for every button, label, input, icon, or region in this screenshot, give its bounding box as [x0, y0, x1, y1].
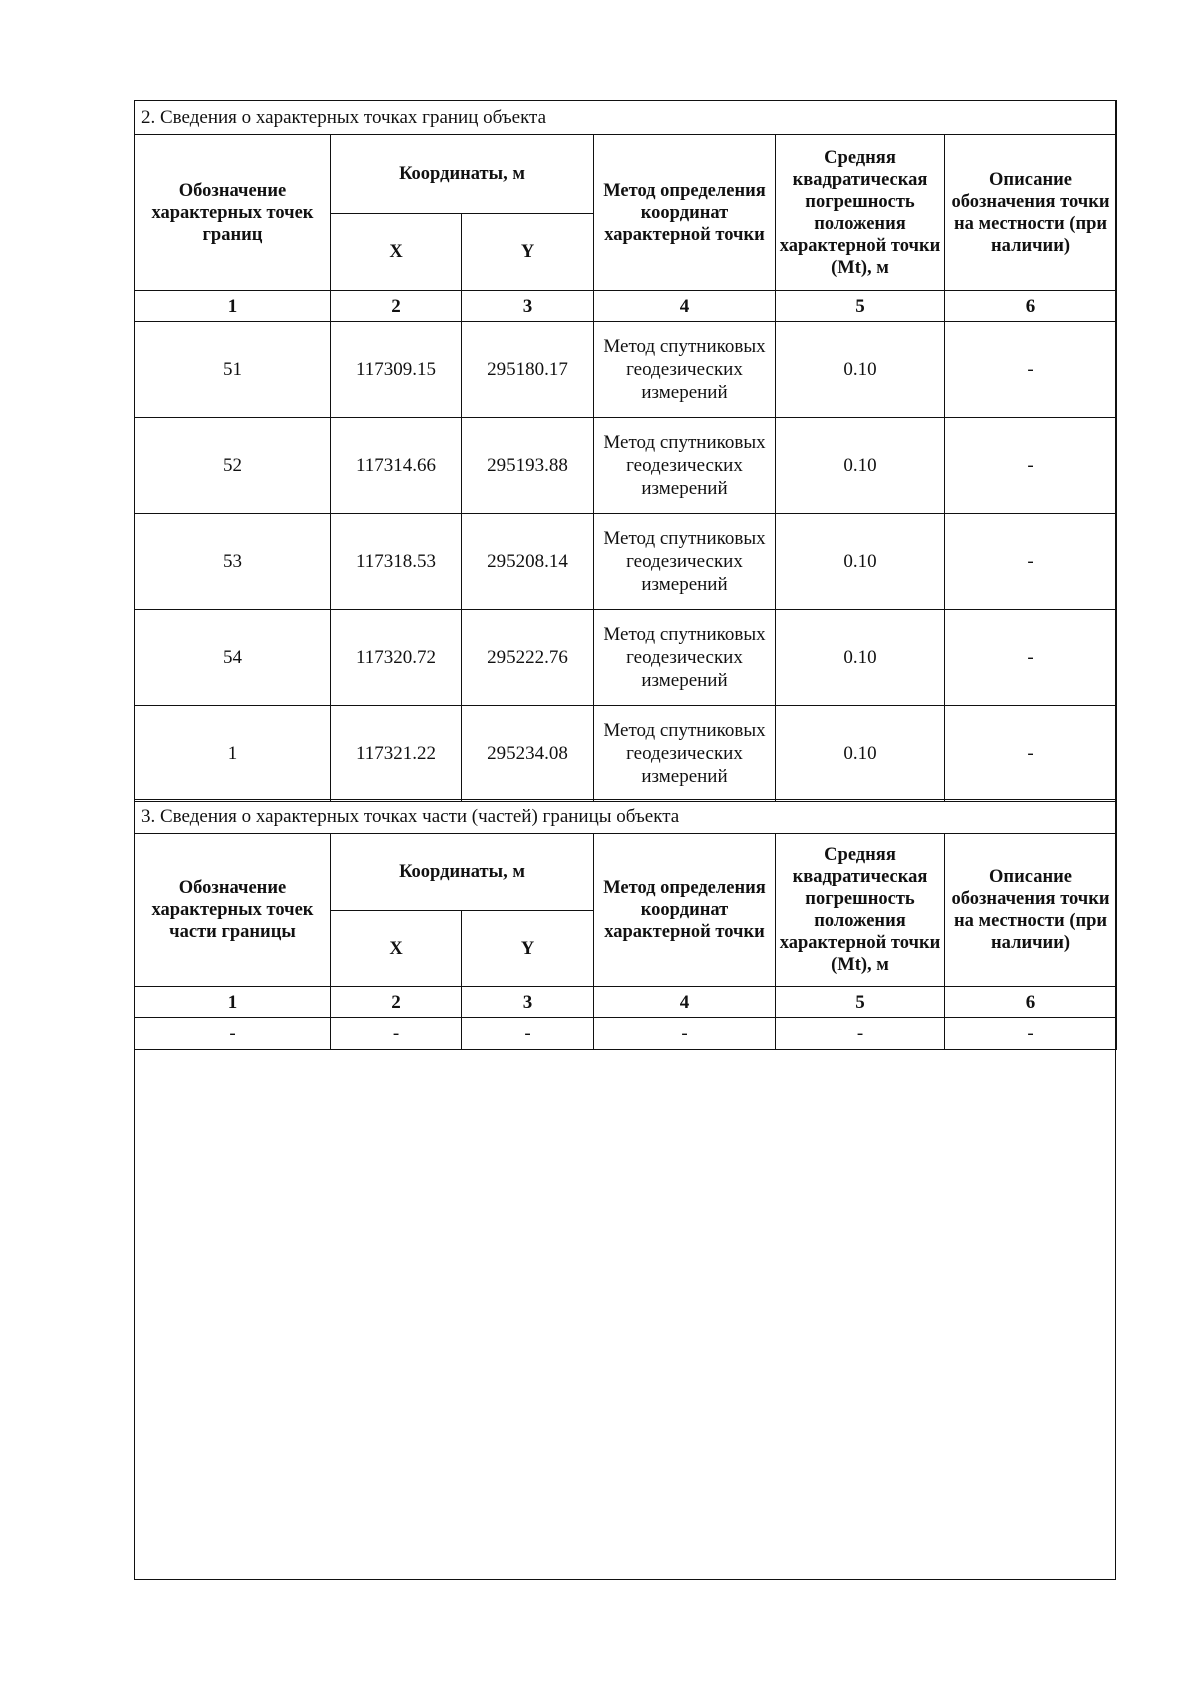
description-cell: -	[945, 706, 1117, 802]
table-row	[135, 1018, 1117, 1050]
method-cell: Метод спутниковых геодезических измерений	[594, 610, 776, 706]
header-coordinates: Координаты, м	[331, 834, 594, 911]
y-cell: 295193.88	[462, 418, 594, 514]
method-cell: Метод спутниковых геодезических измерений	[594, 322, 776, 418]
x-cell: -	[331, 1018, 462, 1050]
header-method: Метод определения координат характерной точки	[594, 135, 776, 291]
column-number: 1	[135, 987, 331, 1018]
y-cell: 295234.08	[462, 706, 594, 802]
mt-cell: 0.10	[776, 706, 945, 802]
table-row	[135, 514, 1117, 610]
point-cell: 51	[135, 322, 331, 418]
column-number: 6	[945, 291, 1117, 322]
column-number: 6	[945, 987, 1117, 1018]
header-method: Метод определения координат характерной точки	[594, 834, 776, 987]
method-cell: Метод спутниковых геодезических измерений	[594, 418, 776, 514]
column-number: 3	[462, 987, 594, 1018]
point-cell: 1	[135, 706, 331, 802]
table-row	[135, 322, 1117, 418]
x-cell: 117320.72	[331, 610, 462, 706]
method-cell: -	[594, 1018, 776, 1050]
header-x: X	[331, 911, 462, 987]
header-y: Y	[462, 214, 594, 291]
mt-cell: 0.10	[776, 418, 945, 514]
mt-cell: 0.10	[776, 322, 945, 418]
column-number: 4	[594, 291, 776, 322]
x-cell: 117321.22	[331, 706, 462, 802]
column-number: 2	[331, 987, 462, 1018]
header-error: Средняя квадратическая погрешность положения характерной точки (Mt), м	[776, 834, 945, 987]
description-cell: -	[945, 322, 1117, 418]
column-number: 4	[594, 987, 776, 1018]
table-row	[135, 418, 1117, 514]
method-cell: Метод спутниковых геодезических измерений	[594, 706, 776, 802]
column-number-row	[135, 291, 1117, 322]
table-row	[135, 706, 1117, 802]
header-y: Y	[462, 911, 594, 987]
table-row	[135, 610, 1117, 706]
boundary-points-table	[134, 100, 1117, 802]
column-number: 5	[776, 291, 945, 322]
boundary-part-points-table	[134, 799, 1117, 1050]
x-cell: 117314.66	[331, 418, 462, 514]
column-number: 5	[776, 987, 945, 1018]
section-3-title: 3. Сведения о характерных точках части (частей) границы объекта	[135, 800, 1117, 834]
description-cell: -	[945, 1018, 1117, 1050]
header-x: X	[331, 214, 462, 291]
description-cell: -	[945, 610, 1117, 706]
y-cell: 295208.14	[462, 514, 594, 610]
description-cell: -	[945, 514, 1117, 610]
column-number: 3	[462, 291, 594, 322]
point-cell: 54	[135, 610, 331, 706]
header-designation: Обозначение характерных точек границ	[135, 135, 331, 291]
y-cell: 295180.17	[462, 322, 594, 418]
column-number: 1	[135, 291, 331, 322]
method-cell: Метод спутниковых геодезических измерений	[594, 514, 776, 610]
point-cell: 52	[135, 418, 331, 514]
y-cell: 295222.76	[462, 610, 594, 706]
point-cell: -	[135, 1018, 331, 1050]
header-designation: Обозначение характерных точек части границы	[135, 834, 331, 987]
section-2-title: 2. Сведения о характерных точках границ объекта	[135, 101, 1117, 135]
description-cell: -	[945, 418, 1117, 514]
column-number: 2	[331, 291, 462, 322]
mt-cell: 0.10	[776, 514, 945, 610]
x-cell: 117318.53	[331, 514, 462, 610]
header-description: Описание обозначения точки на местности (при наличии)	[945, 834, 1117, 987]
header-description: Описание обозначения точки на местности (при наличии)	[945, 135, 1117, 291]
column-number-row	[135, 987, 1117, 1018]
header-coordinates: Координаты, м	[331, 135, 594, 214]
mt-cell: 0.10	[776, 610, 945, 706]
point-cell: 53	[135, 514, 331, 610]
mt-cell: -	[776, 1018, 945, 1050]
header-error: Средняя квадратическая погрешность положения характерной точки (Mt), м	[776, 135, 945, 291]
y-cell: -	[462, 1018, 594, 1050]
x-cell: 117309.15	[331, 322, 462, 418]
